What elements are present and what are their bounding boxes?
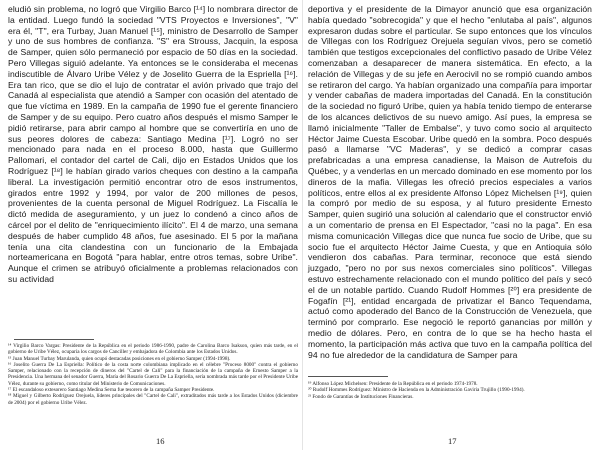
right-page-body xyxy=(308,4,592,360)
footnote-18: ¹⁸ Miguel y Gilberto Rodríguez Orejuela, líderes principales del "Cartel de Cali", extraditados más tarde a los Estados Unidos (diciembre de 2004) por el gobierno Uribe Vélez. xyxy=(8,393,298,406)
left-page-number: 16 xyxy=(156,436,165,446)
left-page xyxy=(8,0,298,450)
footnote-17: ¹⁷ El escandaloso extesorero Santiago Medina Serna fue tesorero de la campaña Samper Presidente. xyxy=(8,387,215,394)
right-page xyxy=(308,0,592,450)
footnote-19: ¹⁹ Alfonso López Michelsen: Presidente de la República en el periodo 1974-1978. xyxy=(308,381,478,387)
footnote-14: ¹⁴ Virgilio Barco Vargas: Presidente de la República en el periodo 1986-1990, padre de Carolina Barco Isakson, quien más tarde, en el gobierno de Uribe Vélez, ocuparía los cargos de Canciller y embajadora de Colombia ante los Estados Unidos. xyxy=(8,343,298,356)
right-page-footnotes xyxy=(308,381,592,400)
left-page-paragraph: eludió sin problema, no logró que Virgilio Barco [¹⁴] lo nombrara director de la entidad. Luego fundó la sociedad "VTS Proyectos e Inversiones", "V" era él, "T", era Turbay, Juan Manuel [¹⁵], ministro de Desarrollo de Samper y uno de sus hombres de confianza. "S" era Strouss, Jacquin, la esposa de Samper, quien sólo permaneció por espacio de 50 días en la sociedad. Pero Villegas siguió adelante. Ya entonces se le consideraba el mecenas indiscutible de Álvaro Uribe Vélez y de Joselito Guerra de la Espriella [¹⁶]. Era tan rico, que se dio el lujo de contratar el avión privado que trajo del Canadá al especialista que atendió a Samper con ocasión del atentado de que fue víctima en 1989. En la campaña de 1990 fue el gerente financiero de Samper y de su equipo. Pero cuatro años después el mismo Samper le pidió retirarse, para abrir campo al hombre que se convertiría en uno de sus peores dolores de cabeza: Santiago Medina [¹⁷]. Logró no ser mencionado para nada en el proceso 8.000, hasta que Guillermo Pallomari, el contador del cartel de Cali, dijo en Estados Unidos que los Rodríguez [¹⁸] le habían girado varios cheques con destino a la campaña liberal. La investigación permitió encontrar otro de esos instrumentos, girados entre 1992 y 1994, por valor de 200 millones de pesos, provenientes de la cuenta personal de Miguel Rodríguez. La Fiscalía le dictó medida de aseguramiento, y un juez lo condenó a cinco años de cárcel por el delito de "enriquecimiento ilícito". El 4 de marzo, una semana después de haber cumplido 48 años, fue asesinado. El 5 por la mañana tenía una cita clandestina con un funcionario de la Embajada norteamericana en Bogotá "para hablar, entre otros temas, sobre Uribe". Aunque el crimen se atribuyó oficialmente a problemas relacionados con su actividad xyxy=(8,4,298,284)
left-page-footnotes xyxy=(8,343,298,406)
right-page-number: 17 xyxy=(448,436,457,446)
spine-divider xyxy=(302,0,303,450)
footnote-16: ¹⁶ Joselito Guerra De La Espriella: Político de la costa norte colombiana implicado en el célebre "Proceso 8000" contra el gobierno Samper, relacionado con la recepción de dineros del "Cartel de Cali" para la financiación de la campaña de Ernesto Samper a la Presidencia. Una hermana del senador Guerra, María del Rosario Guerra De La Espriella, sería nombrada más tarde por el Presidente Uribe Vélez, durante su gobierno, como titular del Ministerio de Comunicaciones. xyxy=(8,361,298,387)
right-page-paragraph: deportiva y el presidente de la Dimayor anunció que esa organización había quedado "sobrecogida" y que el hecho "enlutaba al país", algunos expresaron dudas sobre el particular. Se supo entonces que los vínculos de Villegas con los Rodríguez Orejuela seguían vivos, pero se cometió también que testigos excepcionales del conflictivo pasado de Uribe Vélez comenzaban a desaparecer de manera sistemática. En efecto, a la relación de Villegas y de su jefe en Aerocivil no se rompió cuando ambos se retiraron del cargo. Ya habían organizado una compañía para importar y vender cabañas de madera importadas del Canadá. En la constitución de la sociedad no figuró Uribe, quien ya había tenido tiempo de enterarse de los alcances delictivos de su nuevo amigo. Así pues, la empresa se llamó inicialmente "Taller de Embalse", y tuvo como socio al arquitecto Héctor Jaime Cuesta Escobar. Uribe quedó en la sombra. Poco después pasó a llamarse "VC Maderas", y se dedicó a comprar casas prefabricadas a una empresa canadiense, la Maison de Autrefois du Québec, y a venderlas en un mercado dominado en ese momento por los dineros de la mafia. Villegas les ofreció precios especiales a varios políticos, entre ellos al ex presidente Alfonso López Michelsen [¹⁹], quien la compró por medio de su esposa, y al futuro presidente Ernesto Samper, quien sugirió una solución al calendario que el constructor envió a un comentario de prensa en El Espectador, "casi no la paga". En esa misma comunicación Villegas dice que nunca fue socio de Uribe, que su socio fue el arquitecto Héctor Jaime Cuesta, y que en Antioquia sólo vendieron dos cabañas. Para terminar, reconoce que está siendo juzgado, "pero no por sus nexos comerciales sino políticos". Villegas estuvo estrechamente relacionado con el mundo político del país y secó el de un notable partido. Cuando Rudolf Hommes [²⁰] era presidente de Fogafín [²¹], entidad encargada de privatizar el Banco Tequendama, actuó como apoderado del Banco de la Construcción de Venezuela, que terminó por comprarlo. Ese negoció le reportó ganancias por millón y medio de dólares. Pero, en contra de lo que se ha hecho hasta el momento, la participación más activa que tuvo en la campaña política del 94 no fue alrededor de la candidatura de Samper para xyxy=(308,4,592,360)
left-footnote-rule xyxy=(14,339,94,340)
right-footnote-rule xyxy=(308,376,388,377)
left-page-body xyxy=(8,4,298,285)
footnote-21: ²¹ Fondo de Garantías de Instituciones Financieras. xyxy=(308,393,414,400)
footnote-15: ¹⁵ Juan Manuel Turbay Marulanda, quien ocupó destacadas posiciones en el gobierno Samper (1994-1998). xyxy=(8,355,231,362)
footnote-20: ²⁰ Rudolf Hommes Rodríguez: Ministro de Hacienda en la Administración Gaviria Trujillo (1990-1994). xyxy=(308,387,525,394)
